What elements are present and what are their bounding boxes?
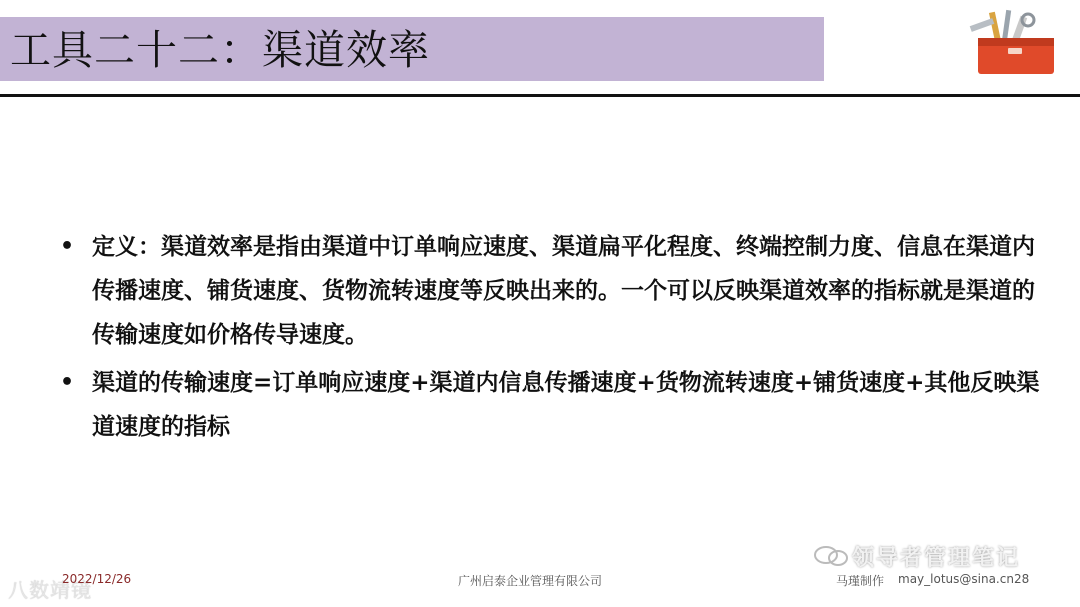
- bullet-marker: •: [60, 370, 75, 395]
- footer-author: 马瑾制作: [836, 574, 885, 588]
- watermark-left: 八数靖镜: [8, 578, 92, 602]
- bullet-text: 定义：渠道效率是指由渠道中订单响应速度、渠道扁平化程度、终端控制力度、信息在渠道内传播速度、铺货速度、货物流转速度等反映出来的。一个可以反映渠道效率的指标就是渠道的传输速度如价格传导速度。: [92, 234, 1035, 348]
- list-item: [60, 225, 1040, 357]
- bullet-text: 渠道的传输速度=订单响应速度+渠道内信息传播速度+货物流转速度+铺货速度+其他反映渠道速度的指标: [92, 370, 1040, 440]
- list-item: [60, 361, 1040, 449]
- wechat-icon: [812, 544, 852, 568]
- footer-company: 广州启泰企业管理有限公司: [458, 574, 603, 588]
- bullet-list: [60, 225, 1040, 453]
- footer-date: 2022/12/26: [62, 572, 132, 586]
- watermark-right: 领导者管理笔记: [852, 546, 1021, 571]
- bullet-marker: •: [60, 234, 75, 259]
- title-divider: [0, 94, 1080, 97]
- toolbox-icon: [968, 8, 1058, 78]
- footer-email: may_lotus@sina.cn28: [898, 572, 1030, 586]
- slide-title: 工具二十二：渠道效率: [10, 26, 430, 74]
